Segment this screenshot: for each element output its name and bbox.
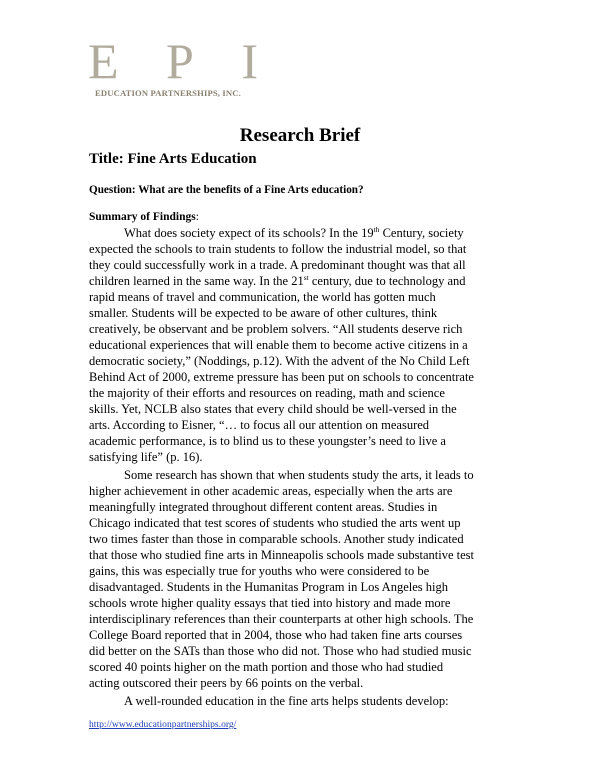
p2-line-6: that those who studied fine arts in Minneapolis schools made substantive test xyxy=(89,548,475,562)
p1-line-3: they could successfully work in a trade. A predominant thought was that all xyxy=(89,258,466,272)
summary-colon: : xyxy=(195,211,199,223)
p1-line-1-text-b: Century, society xyxy=(379,226,464,240)
page-subtitle: Title: Fine Arts Education xyxy=(89,151,257,167)
p2-line-14: acting outscored their peers by 66 points on the verbal. xyxy=(89,676,364,690)
p2-line-11: College Board reported that in 2004, those who had taken fine arts courses xyxy=(89,628,463,642)
summary-label: Summary of Findings xyxy=(89,211,196,223)
p1-line-11: the majority of their efforts and resources on reading, math and science xyxy=(89,386,445,400)
logo-letter-i: I xyxy=(241,33,258,89)
p2-line-10: interdisciplinary references than their counterparts at other high schools. The xyxy=(89,612,474,626)
p1-line-6: smaller. Students will be expected to be aware of other cultures, think xyxy=(89,306,438,320)
logo-subtitle: EDUCATION PARTNERSHIPS, INC. xyxy=(95,88,241,98)
p1-line-1 xyxy=(124,225,464,241)
p1-line-2: expected the schools to train students to follow the industrial model, so that xyxy=(89,242,467,256)
p1-line-14: academic performance, is to blind us to these youngster’s need to live a xyxy=(89,434,446,448)
p2-line-13: scored 40 points higher on the math portion and those who had studied xyxy=(89,660,444,674)
p2-line-1: Some research has shown that when students study the arts, it leads to xyxy=(124,468,474,482)
p2-line-5: two times faster than those in comparable schools. Another study indicated xyxy=(89,532,464,546)
summary-heading xyxy=(89,210,199,224)
p1-line-1-text-a: What does society expect of its schools? In the 19 xyxy=(124,226,374,240)
p2-line-7: gains, this was especially true for youths who were considered to be xyxy=(89,564,430,578)
p1-line-7: creatively, be observant and be problem solvers. “All students deserve rich xyxy=(89,322,463,336)
logo-letter-p: P xyxy=(166,33,194,89)
p2-line-3: meaningfully integrated throughout different content areas. Studies in xyxy=(89,500,438,514)
footer-website-link[interactable]: http://www.educationpartnerships.org/ xyxy=(89,719,237,730)
p1-line-4-sup: st xyxy=(303,273,309,282)
p2-line-4: Chicago indicated that test scores of students who studied the arts went up xyxy=(89,516,461,530)
p3-line-1: A well-rounded education in the fine arts helps students develop: xyxy=(124,694,449,708)
p1-line-10: Behind Act of 2000, extreme pressure has been put on schools to concentrate xyxy=(89,370,474,384)
p1-line-5: rapid means of travel and communication, the world has gotten much xyxy=(89,290,436,304)
p1-line-13: arts. According to Eisner, “… to focus all our attention on measured xyxy=(89,418,430,432)
p1-line-4 xyxy=(89,273,466,289)
p2-line-12: did better on the SATs than those who did not. Those who had studied music xyxy=(89,644,472,658)
page-title: Research Brief xyxy=(239,125,361,146)
p2-line-9: schools wrote higher quality essays that tied into history and made more xyxy=(89,596,451,610)
research-question: Question: What are the benefits of a Fine Arts education? xyxy=(89,184,364,196)
p1-line-4-text-a: children learned in the same way. In the 21 xyxy=(89,274,304,288)
epi-logo xyxy=(88,33,258,100)
p1-line-15: satisfying life” (p. 16). xyxy=(89,450,203,464)
p1-line-4-text-b: century, due to technology and xyxy=(308,274,466,288)
logo-letters xyxy=(88,33,258,89)
logo-letter-e: E xyxy=(88,33,119,89)
p1-line-8: educational experiences that will enable them to become active citizens in a xyxy=(89,338,468,352)
p1-line-12: skills. Yet, NCLB also states that every child should be well-versed in the xyxy=(89,402,457,416)
p1-line-9: democratic society,” (Noddings, p.12). With the advent of the No Child Left xyxy=(89,354,470,368)
p1-line-1-sup: th xyxy=(373,225,380,234)
p2-line-2: higher achievement in other academic areas, especially when the arts are xyxy=(89,484,453,498)
p2-line-8: disadvantaged. Students in the Humanitas Program in Los Angeles high xyxy=(89,580,448,594)
